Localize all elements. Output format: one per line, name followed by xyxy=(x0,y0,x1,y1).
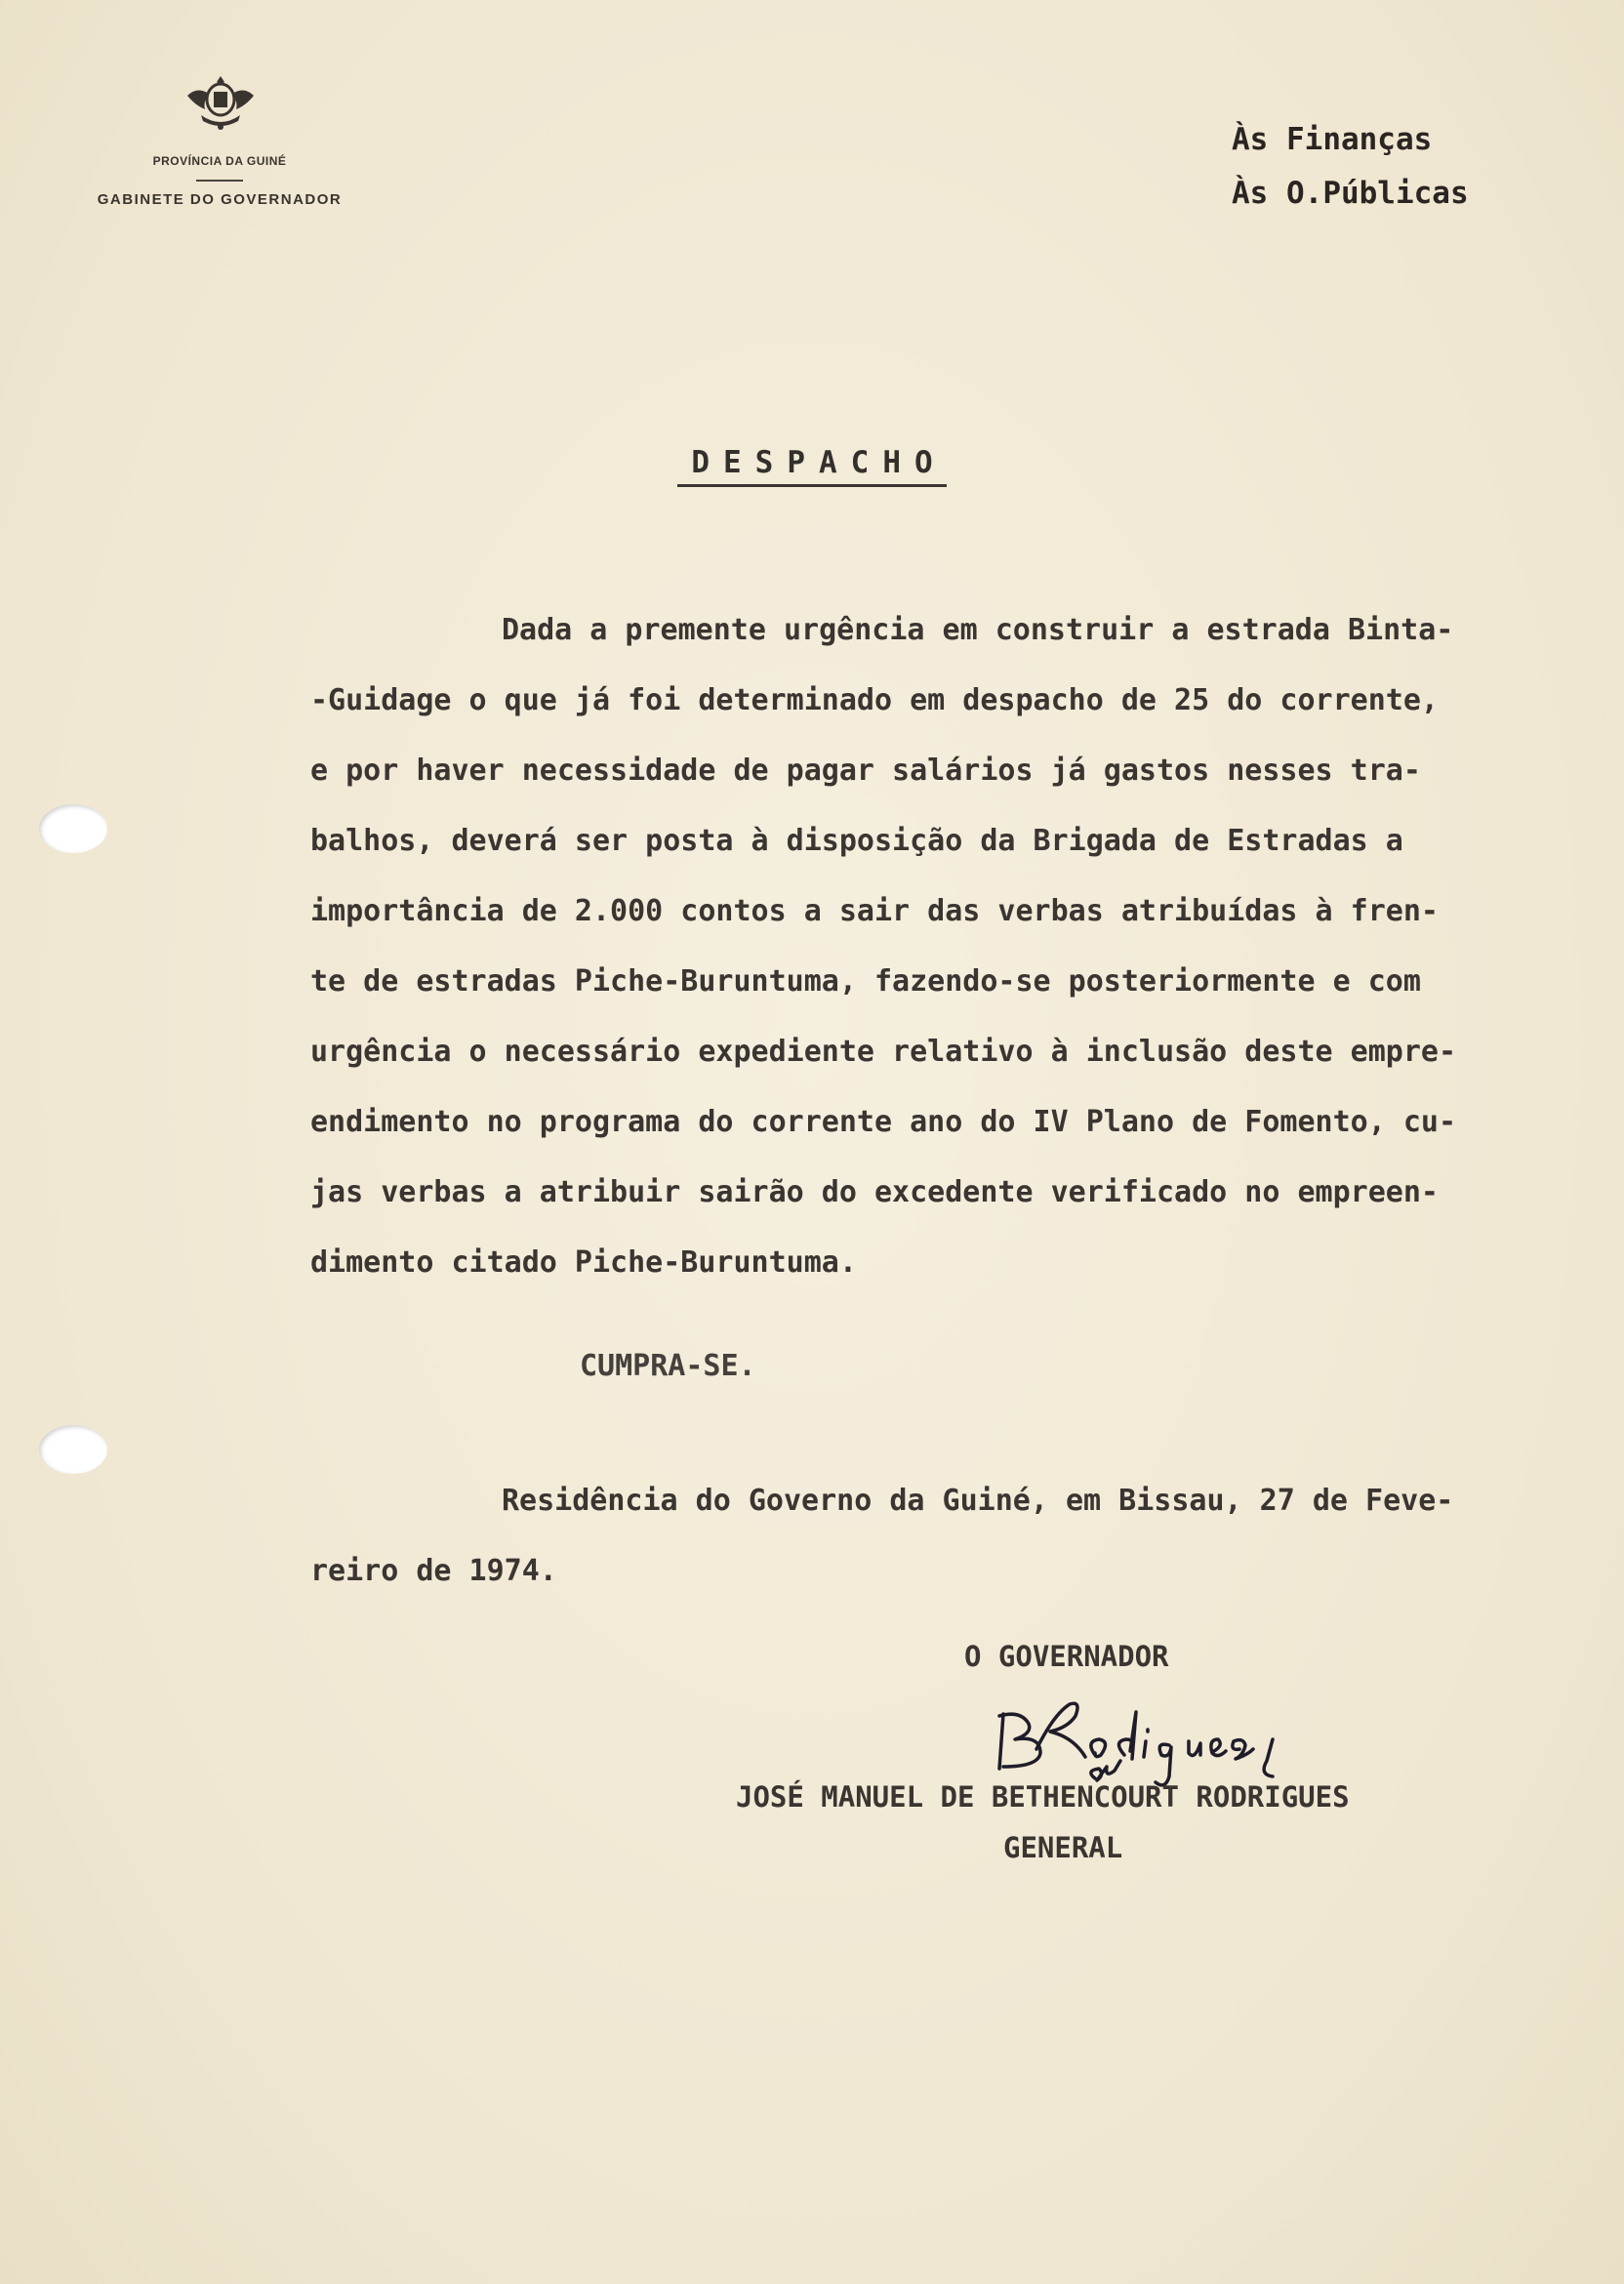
body-line: endimento no programa do corrente ano do IV Plano de Fomento, cu- xyxy=(310,1105,1456,1139)
routing-line-1: Às Finanças xyxy=(1232,122,1433,157)
body-line: jas verbas a atribuir sairão do excedente verificado no empreen- xyxy=(310,1175,1439,1209)
body-line: dimento citado Piche-Buruntuma. xyxy=(310,1245,857,1280)
signatory-rank: GENERAL xyxy=(1003,1831,1123,1864)
province-name: PROVÍNCIA DA GUINÉ xyxy=(152,154,287,168)
coat-of-arms-icon xyxy=(182,70,260,133)
body-line: Dada a premente urgência em construir a estrada Binta- xyxy=(502,613,1454,647)
body-line: e por haver necessidade de pagar salários já gastos nesses tra- xyxy=(310,754,1421,788)
letterhead-divider xyxy=(196,180,243,182)
closing-formula: CUMPRA-SE. xyxy=(580,1349,756,1383)
body-line: importância de 2.000 contos a sair das verbas atribuídas à fren- xyxy=(310,894,1439,928)
place-and-date xyxy=(310,1466,1544,1607)
document-title-text: DESPACHO xyxy=(677,445,946,487)
punch-hole xyxy=(39,1425,107,1474)
routing-block xyxy=(1232,113,1469,221)
place-date-line: reiro de 1974. xyxy=(310,1554,557,1588)
body-line: -Guidage o que já foi determinado em despacho de 25 do corrente, xyxy=(310,683,1439,717)
document-body xyxy=(310,595,1544,1298)
signatory-name: JOSÉ MANUEL DE BETHENCOURT RODRIGUES xyxy=(736,1780,1350,1814)
body-line: balhos, deverá ser posta à disposição da Brigada de Estradas a xyxy=(310,824,1403,858)
letterhead xyxy=(59,154,381,208)
routing-line-2: Às O.Públicas xyxy=(1232,176,1469,211)
place-date-line: Residência do Governo da Guiné, em Bissau, 27 de Feve- xyxy=(502,1484,1454,1518)
body-line: te de estradas Piche-Buruntuma, fazendo-se posteriormente e com xyxy=(310,964,1421,999)
punch-hole xyxy=(39,804,107,853)
document-title xyxy=(0,445,1624,480)
body-line: urgência o necessário expediente relativo à inclusão deste empre- xyxy=(310,1035,1456,1069)
office-name: GABINETE DO GOVERNADOR xyxy=(97,191,343,208)
signatory-title: O GOVERNADOR xyxy=(964,1640,1169,1673)
